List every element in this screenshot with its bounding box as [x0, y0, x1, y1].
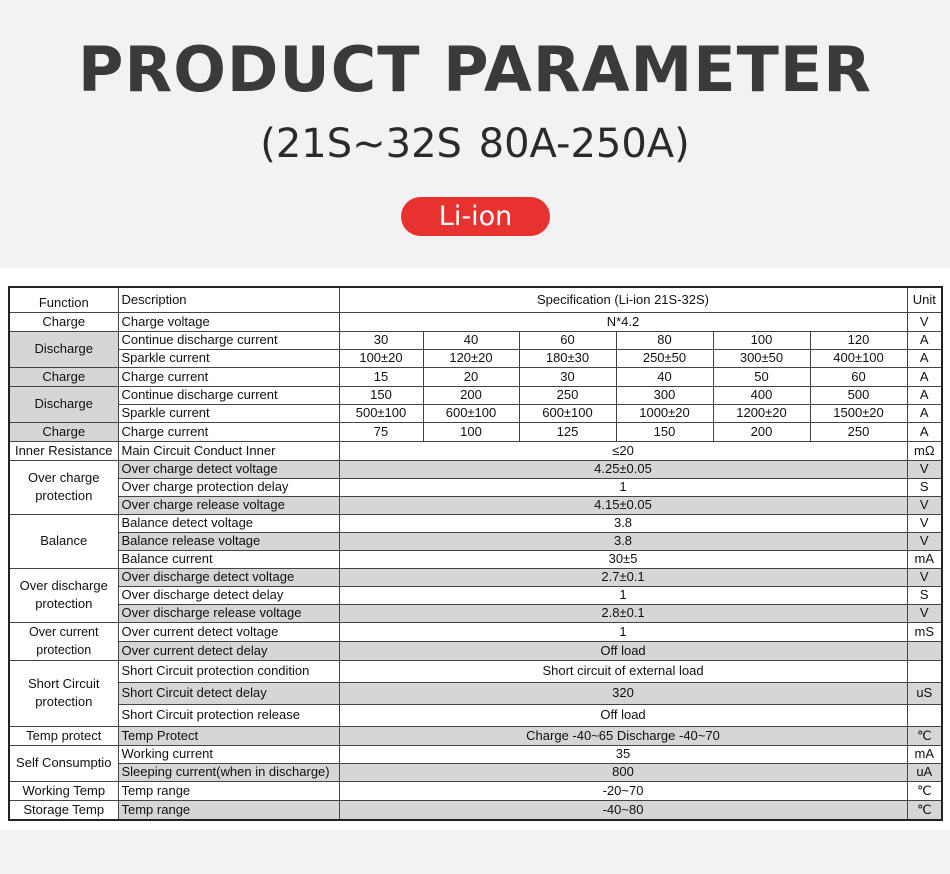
table-row [9, 460, 942, 478]
value-cell: 30±5 [339, 550, 907, 568]
value-cell: 40 [423, 331, 519, 349]
description-cell: Sparkle current [118, 404, 339, 422]
value-cell: 4.15±0.05 [339, 496, 907, 514]
unit-cell: A [907, 331, 942, 349]
unit-cell: ℃ [907, 726, 942, 745]
value-cell: 3.8 [339, 532, 907, 550]
value-cell: 100 [423, 422, 519, 441]
table-row [9, 367, 942, 386]
value-cell: 400 [713, 386, 810, 404]
value-cell: 3.8 [339, 514, 907, 532]
unit-cell: uS [907, 682, 942, 704]
value-cell: 1500±20 [810, 404, 907, 422]
unit-cell: V [907, 312, 942, 331]
unit-cell: V [907, 460, 942, 478]
value-cell: Off load [339, 641, 907, 660]
value-cell: 400±100 [810, 349, 907, 367]
description-cell: Over discharge detect voltage [118, 568, 339, 586]
value-cell: 300±50 [713, 349, 810, 367]
value-cell: 1 [339, 586, 907, 604]
unit-cell: S [907, 478, 942, 496]
value-cell: ≤20 [339, 441, 907, 460]
unit-cell: V [907, 568, 942, 586]
description-cell: Charge current [118, 367, 339, 386]
description-cell: Temp Protect [118, 726, 339, 745]
function-cell: Working Temp [9, 781, 118, 800]
function-cell: Self Consumptio [9, 745, 118, 781]
value-cell: 15 [339, 367, 423, 386]
spec-table [8, 286, 943, 821]
value-cell: 80 [616, 331, 713, 349]
value-cell: 320 [339, 682, 907, 704]
value-cell: 200 [423, 386, 519, 404]
description-cell: Working current [118, 745, 339, 763]
description-cell: Over charge release voltage [118, 496, 339, 514]
table-row [9, 641, 942, 660]
unit-cell: mA [907, 745, 942, 763]
value-cell: 4.25±0.05 [339, 460, 907, 478]
chemistry-badge: Li-ion [401, 197, 550, 236]
value-cell: -20~70 [339, 781, 907, 800]
description-cell: Sleeping current(when in discharge) [118, 763, 339, 781]
unit-cell: A [907, 386, 942, 404]
page-title: PRODUCT PARAMETER [78, 33, 872, 106]
table-row [9, 568, 942, 586]
description-cell: Sparkle current [118, 349, 339, 367]
unit-cell: mΩ [907, 441, 942, 460]
table-row [9, 331, 942, 349]
value-cell: 600±100 [423, 404, 519, 422]
value-cell: 180±30 [519, 349, 616, 367]
value-cell: 60 [519, 331, 616, 349]
table-header-row [9, 287, 942, 312]
unit-cell: A [907, 404, 942, 422]
description-cell: Over current detect delay [118, 641, 339, 660]
value-cell: 60 [810, 367, 907, 386]
table-row [9, 514, 942, 532]
description-cell: Balance detect voltage [118, 514, 339, 532]
function-cell: Charge [9, 367, 118, 386]
value-cell: 800 [339, 763, 907, 781]
description-cell: Continue discharge current [118, 331, 339, 349]
value-cell: 100±20 [339, 349, 423, 367]
table-row [9, 386, 942, 404]
value-cell: 35 [339, 745, 907, 763]
description-cell: Charge voltage [118, 312, 339, 331]
value-cell: 500 [810, 386, 907, 404]
description-cell: Charge current [118, 422, 339, 441]
table-row [9, 404, 942, 422]
value-cell: 1000±20 [616, 404, 713, 422]
table-row [9, 586, 942, 604]
table-row [9, 532, 942, 550]
function-cell: Over charge protection [9, 460, 118, 514]
value-cell: 125 [519, 422, 616, 441]
unit-cell: V [907, 532, 942, 550]
header-unit: Unit [907, 287, 942, 312]
value-cell: 75 [339, 422, 423, 441]
table-row [9, 478, 942, 496]
description-cell: Main Circuit Conduct Inner [118, 441, 339, 460]
unit-cell: A [907, 422, 942, 441]
value-cell: 40 [616, 367, 713, 386]
value-cell: 250 [810, 422, 907, 441]
value-cell: Short circuit of external load [339, 660, 907, 682]
table-row [9, 441, 942, 460]
unit-cell: mS [907, 622, 942, 641]
value-cell: Charge -40~65 Discharge -40~70 [339, 726, 907, 745]
description-cell: Short Circuit protection release [118, 704, 339, 726]
function-cell: Over current protection [9, 622, 118, 660]
function-cell: Balance [9, 514, 118, 568]
table-row [9, 312, 942, 331]
table-row [9, 496, 942, 514]
value-cell: -40~80 [339, 800, 907, 820]
header-function: Function [9, 287, 118, 312]
function-cell: Inner Resistance [9, 441, 118, 460]
table-row [9, 704, 942, 726]
table-row [9, 682, 942, 704]
table-row [9, 800, 942, 820]
value-cell: 2.8±0.1 [339, 604, 907, 622]
value-cell: 300 [616, 386, 713, 404]
value-cell: 250 [519, 386, 616, 404]
table-row [9, 745, 942, 763]
function-cell: Charge [9, 312, 118, 331]
unit-cell: mA [907, 550, 942, 568]
unit-cell: A [907, 367, 942, 386]
value-cell: 30 [519, 367, 616, 386]
table-row [9, 622, 942, 641]
description-cell: Short Circuit detect delay [118, 682, 339, 704]
table-row [9, 604, 942, 622]
table-row [9, 349, 942, 367]
header-spec: Specification (Li-ion 21S-32S) [339, 287, 907, 312]
table-row [9, 726, 942, 745]
unit-cell: uA [907, 763, 942, 781]
value-cell: 20 [423, 367, 519, 386]
value-cell: 2.7±0.1 [339, 568, 907, 586]
description-cell: Temp range [118, 800, 339, 820]
unit-cell: V [907, 604, 942, 622]
page-subtitle: (21S~32S 80A-250A) [260, 121, 690, 167]
value-cell: Off load [339, 704, 907, 726]
unit-cell: S [907, 586, 942, 604]
function-cell: Charge [9, 422, 118, 441]
description-cell: Over charge protection delay [118, 478, 339, 496]
description-cell: Balance release voltage [118, 532, 339, 550]
unit-cell [907, 660, 942, 682]
value-cell: 100 [713, 331, 810, 349]
value-cell: 150 [616, 422, 713, 441]
function-cell: Discharge [9, 331, 118, 367]
unit-cell: A [907, 349, 942, 367]
function-cell: Storage Temp [9, 800, 118, 820]
description-cell: Continue discharge current [118, 386, 339, 404]
table-row [9, 763, 942, 781]
table-row [9, 781, 942, 800]
value-cell: N*4.2 [339, 312, 907, 331]
description-cell: Balance current [118, 550, 339, 568]
table-row [9, 660, 942, 682]
function-cell: Over discharge protection [9, 568, 118, 622]
table-row [9, 422, 942, 441]
value-cell: 250±50 [616, 349, 713, 367]
value-cell: 500±100 [339, 404, 423, 422]
value-cell: 50 [713, 367, 810, 386]
description-cell: Over discharge release voltage [118, 604, 339, 622]
description-cell: Over charge detect voltage [118, 460, 339, 478]
header-description: Description [118, 287, 339, 312]
value-cell: 1 [339, 622, 907, 641]
description-cell: Temp range [118, 781, 339, 800]
value-cell: 30 [339, 331, 423, 349]
value-cell: 1200±20 [713, 404, 810, 422]
header-banner [0, 0, 950, 268]
unit-cell [907, 641, 942, 660]
function-cell: Discharge [9, 386, 118, 422]
unit-cell: V [907, 496, 942, 514]
description-cell: Over discharge detect delay [118, 586, 339, 604]
function-cell: Short Circuit protection [9, 660, 118, 726]
unit-cell [907, 704, 942, 726]
description-cell: Over current detect voltage [118, 622, 339, 641]
value-cell: 120±20 [423, 349, 519, 367]
table-row [9, 550, 942, 568]
unit-cell: V [907, 514, 942, 532]
unit-cell: ℃ [907, 781, 942, 800]
value-cell: 150 [339, 386, 423, 404]
value-cell: 200 [713, 422, 810, 441]
value-cell: 1 [339, 478, 907, 496]
function-cell: Temp protect [9, 726, 118, 745]
bottom-strip [0, 830, 950, 874]
unit-cell: ℃ [907, 800, 942, 820]
description-cell: Short Circuit protection condition [118, 660, 339, 682]
value-cell: 600±100 [519, 404, 616, 422]
value-cell: 120 [810, 331, 907, 349]
